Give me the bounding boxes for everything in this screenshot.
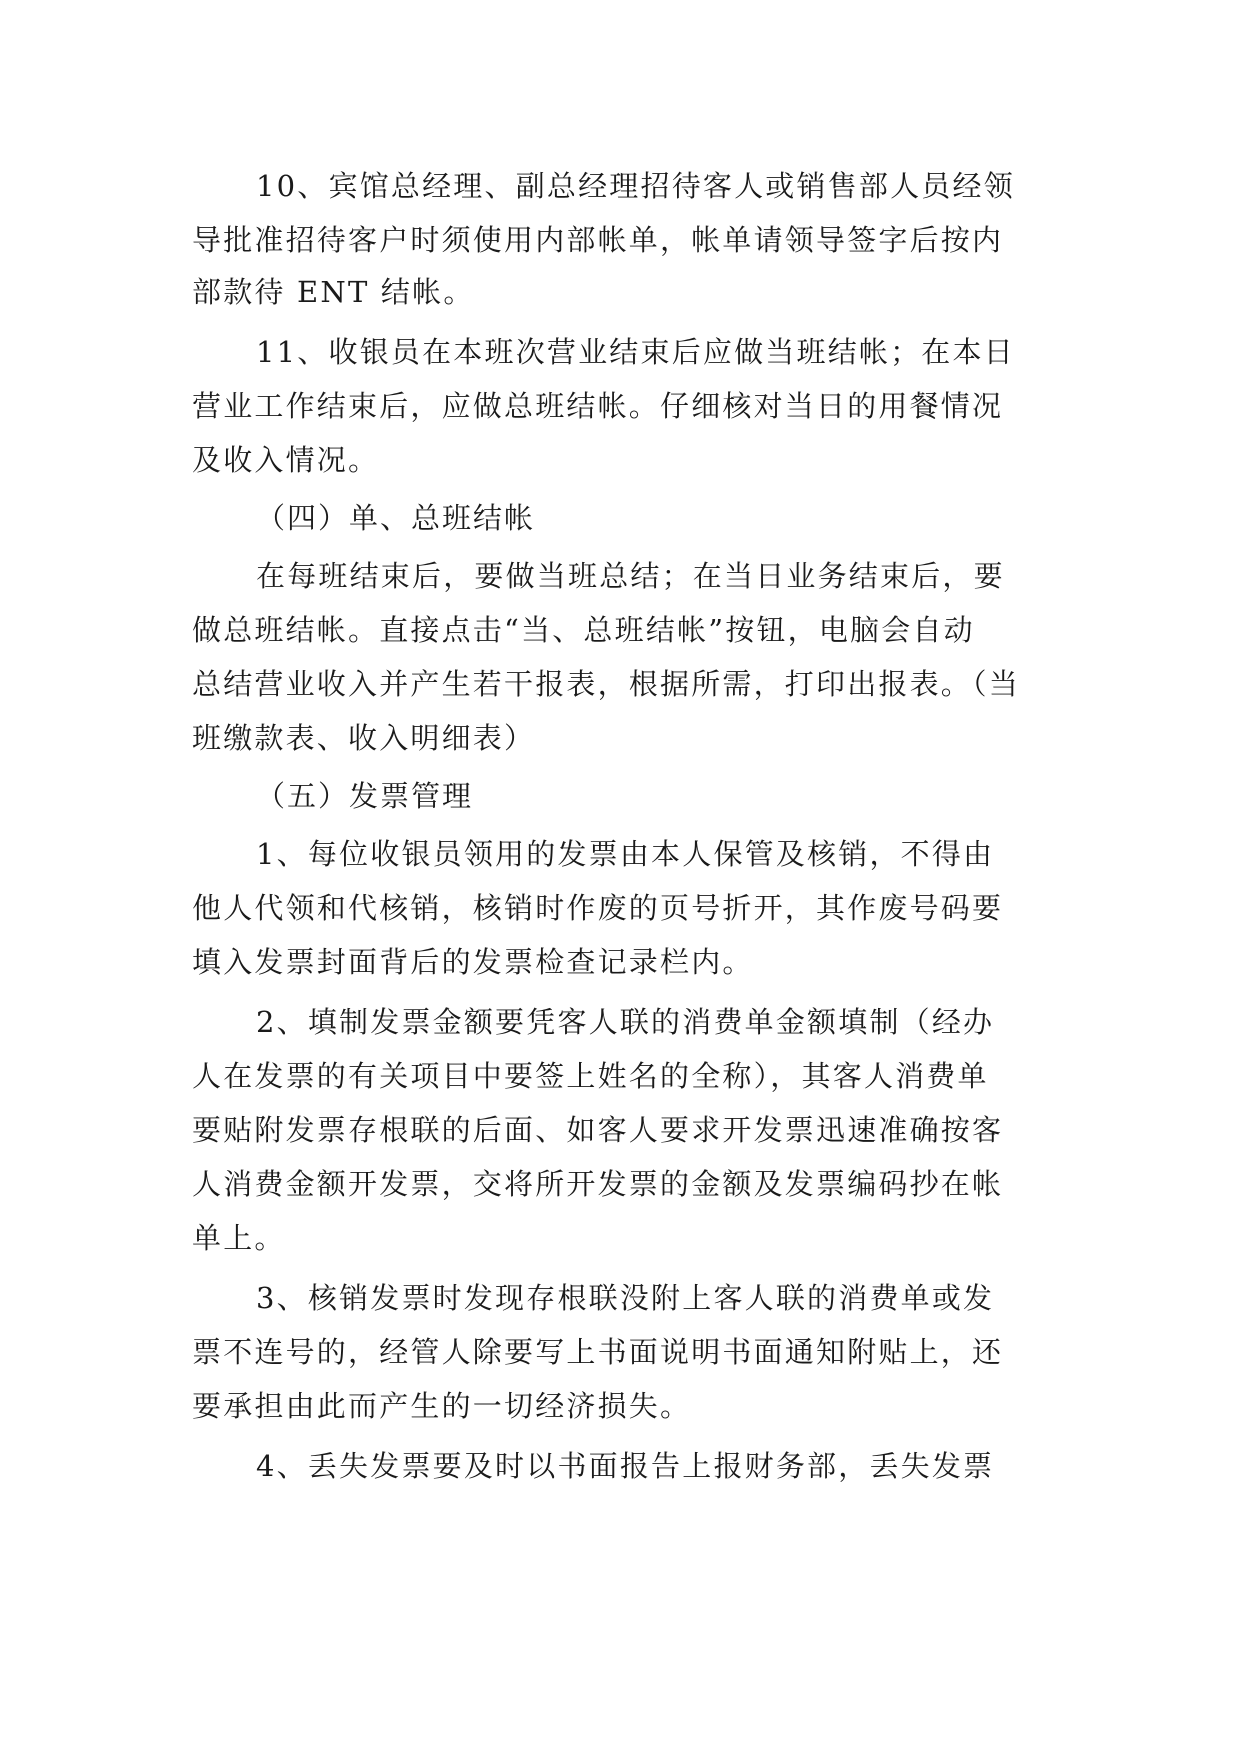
settle-paragraph-line-1: 在每班结束后，要做当班总结；在当日业务结束后，要 xyxy=(256,559,1005,593)
section-heading-4: （四）单、总班结帐 xyxy=(256,501,536,535)
item-3-line-1: 3、核销发票时发现存根联没附上客人联的消费单或发 xyxy=(256,1281,995,1315)
item-1-line-3: 填入发票封面背后的发票检查记录栏内。 xyxy=(192,945,754,979)
section-heading-5: （五）发票管理 xyxy=(256,779,474,813)
item-1-line-1: 1、每位收银员领用的发票由本人保管及核销，不得由 xyxy=(256,837,995,871)
item-2-line-3: 要贴附发票存根联的后面、如客人要求开发票迅速准确按客 xyxy=(192,1113,1004,1147)
item-2-line-1: 2、填制发票金额要凭客人联的消费单金额填制（经办 xyxy=(256,1005,995,1039)
settle-paragraph-line-4: 班缴款表、收入明细表） xyxy=(192,721,536,755)
item-3-line-3: 要承担由此而产生的一切经济损失。 xyxy=(192,1389,692,1423)
item-2-line-4: 人消费金额开发票，交将所开发票的金额及发票编码抄在帐 xyxy=(192,1167,1004,1201)
item-2-line-5: 单上。 xyxy=(192,1221,286,1255)
paragraph-10-line-1: 10、宾馆总经理、副总经理招待客人或销售部人员经领 xyxy=(256,169,1015,203)
settle-paragraph-line-2: 做总班结帐。直接点击“当、总班结帐”按钮，电脑会自动 xyxy=(192,613,975,647)
settle-paragraph-line-3: 总结营业收入并产生若干报表，根据所需，打印出报表。（当 xyxy=(192,667,1020,701)
item-1-line-2: 他人代领和代核销，核销时作废的页号折开，其作废号码要 xyxy=(192,891,1004,925)
item-2-line-2: 人在发票的有关项目中要签上姓名的全称），其客人消费单 xyxy=(192,1059,989,1093)
paragraph-11-line-3: 及收入情况。 xyxy=(192,443,380,477)
paragraph-10-line-3: 部款待 ENT 结帐。 xyxy=(192,275,475,309)
paragraph-11-line-2: 营业工作结束后，应做总班结帐。仔细核对当日的用餐情况 xyxy=(192,389,1004,423)
paragraph-10-line-2: 导批准招待客户时须使用内部帐单，帐单请领导签字后按内 xyxy=(192,223,1004,257)
item-3-line-2: 票不连号的，经管人除要写上书面说明书面通知附贴上，还 xyxy=(192,1335,1004,1369)
item-4-line-1: 4、丢失发票要及时以书面报告上报财务部，丢失发票 xyxy=(256,1449,995,1483)
paragraph-11-line-1: 11、收银员在本班次营业结束后应做当班结帐；在本日 xyxy=(256,335,1015,369)
